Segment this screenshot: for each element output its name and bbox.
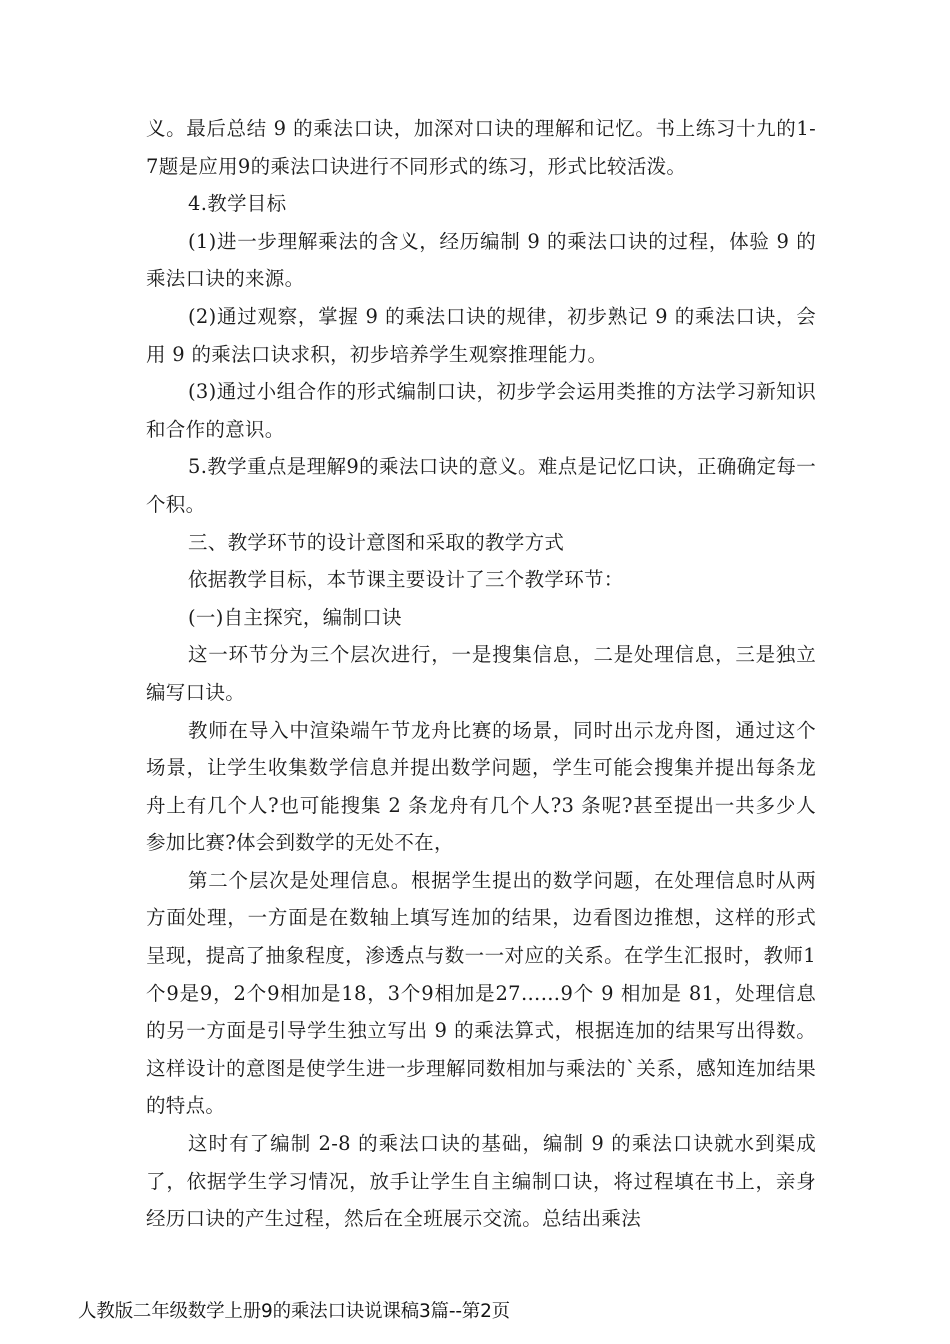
section-heading: 三、教学环节的设计意图和采取的教学方式 [188, 530, 565, 554]
paragraph: 教师在导入中渲染端午节龙舟比赛的场景，同时出示龙舟图，通过这个场景，让学生收集数学信息并提出数学问题，学生可能会搜集并提出每条龙舟上有几个人?也可能搜集 2 条龙舟有几个人?3 条呢?甚至提出一共多少人参加比赛?体会到数学的无处不在， [146, 718, 816, 855]
paragraph: 依据教学目标，本节课主要设计了三个教学环节： [188, 568, 624, 592]
section-heading: (一)自主探究，编制口诀 [188, 605, 402, 629]
paragraph: 第二个层次是处理信息。根据学生提出的数学问题，在处理信息时从两方面处理，一方面是在数轴上填写连加的结果，边看图边推想，这样的形式呈现，提高了抽象程度，渗透点与数一一对应的关系。在学生汇报时，教师1个9是9，2个9相加是18，3个9相加是27……9个 9 相加是 81，处理信息的另一方面是引导学生独立写出 9 的乘法算式，根据连加的结果写出得数。这样设计的意图是使学生进一步理解同数相加与乘法的`关系，感知连加结果的特点。 [146, 868, 816, 1118]
document-body [146, 110, 816, 1238]
page-footer: 人教版二年级数学上册9的乘法口诀说课稿3篇--第2页 [78, 1301, 510, 1322]
paragraph: 这一环节分为三个层次进行，一是搜集信息，二是处理信息，三是独立编写口诀。 [146, 643, 816, 704]
paragraph: 义。最后总结 9 的乘法口诀，加深对口诀的理解和记忆。书上练习十九的1-7题是应用9的乘法口诀进行不同形式的练习，形式比较活泼。 [146, 117, 816, 178]
paragraph: 这时有了编制 2-8 的乘法口诀的基础，编制 9 的乘法口诀就水到渠成了，依据学生学习情况，放手让学生自主编制口诀，将过程填在书上，亲身经历口诀的产生过程，然后在全班展示交流。总结出乘法 [146, 1132, 816, 1231]
paragraph: (1)进一步理解乘法的含义，经历编制 9 的乘法口诀的过程，体验 9 的乘法口诀的来源。 [146, 229, 816, 291]
section-heading: 4.教学目标 [188, 192, 287, 216]
paragraph: 5.教学重点是理解9的乘法口诀的意义。难点是记忆口诀，正确确定每一个积。 [146, 455, 816, 516]
paragraph: (3)通过小组合作的形式编制口诀，初步学会运用类推的方法学习新知识和合作的意识。 [146, 380, 816, 441]
paragraph: (2)通过观察，掌握 9 的乘法口诀的规律，初步熟记 9 的乘法口诀，会用 9 的乘法口诀求积，初步培养学生观察推理能力。 [146, 304, 816, 366]
